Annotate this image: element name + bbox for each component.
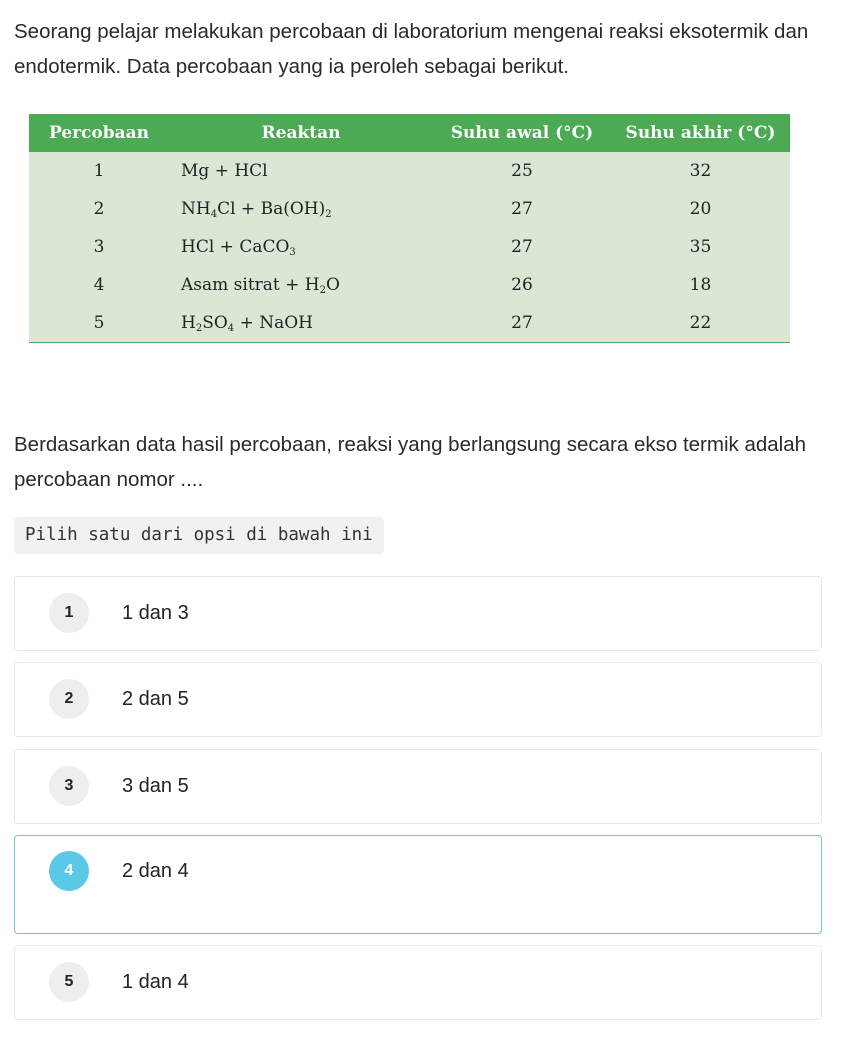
cell-reaktan: $NH_4Cl + Ba(OH)_2$ bbox=[169, 190, 433, 228]
instruction-hint: Pilih satu dari opsi di bawah ini bbox=[14, 517, 384, 554]
option-5[interactable] bbox=[14, 945, 822, 1020]
option-label: 2 dan 5 bbox=[122, 688, 189, 710]
option-2[interactable] bbox=[14, 662, 822, 737]
cell-suhu-awal: 26 bbox=[433, 266, 611, 304]
header-suhu-akhir: Suhu akhir (°C) bbox=[611, 114, 790, 152]
cell-suhu-awal: 27 bbox=[433, 228, 611, 266]
option-label: 3 dan 5 bbox=[122, 775, 189, 797]
header-percobaan: Percobaan bbox=[29, 114, 169, 152]
cell-suhu-akhir: 22 bbox=[611, 304, 790, 343]
option-number-badge: 2 bbox=[49, 679, 89, 719]
prompt-text: Berdasarkan data hasil percobaan, reaksi yang berlangsung secara ekso termik adalah percobaan nomor .... bbox=[14, 433, 807, 491]
cell-suhu-akhir: 35 bbox=[611, 228, 790, 266]
cell-suhu-awal: 25 bbox=[433, 152, 611, 190]
cell-suhu-awal: 27 bbox=[433, 304, 611, 343]
question-text: Seorang pelajar melakukan percobaan di laboratorium mengenai reaksi eksotermik dan endotermik. Data percobaan yang ia peroleh sebagai berikut. bbox=[14, 20, 809, 78]
option-number-badge: 5 bbox=[49, 962, 89, 1002]
cell-reaktan: HCl + CaCO$_3$ bbox=[169, 228, 433, 266]
experiment-table-container bbox=[29, 114, 790, 343]
cell-reaktan: Mg + HCl bbox=[169, 152, 433, 190]
option-4-selected[interactable] bbox=[14, 835, 822, 934]
header-suhu-awal: Suhu awal (°C) bbox=[433, 114, 611, 152]
cell-reaktan: Asam sitrat + $H_2O$ bbox=[169, 266, 433, 304]
table-row bbox=[29, 266, 790, 304]
option-1[interactable] bbox=[14, 576, 822, 651]
option-label: 1 dan 4 bbox=[122, 971, 189, 993]
option-number-badge: 1 bbox=[49, 593, 89, 633]
table-header-row bbox=[29, 114, 790, 152]
table-row bbox=[29, 228, 790, 266]
cell-suhu-akhir: 20 bbox=[611, 190, 790, 228]
cell-percobaan: 2 bbox=[29, 190, 169, 228]
cell-suhu-akhir: 32 bbox=[611, 152, 790, 190]
option-label: 1 dan 3 bbox=[122, 602, 189, 624]
cell-percobaan: 5 bbox=[29, 304, 169, 343]
option-number-badge: 4 bbox=[49, 851, 89, 891]
cell-reaktan: $H_2SO_4$ + NaOH bbox=[169, 304, 433, 343]
cell-percobaan: 3 bbox=[29, 228, 169, 266]
table-row bbox=[29, 190, 790, 228]
header-reaktan: Reaktan bbox=[169, 114, 433, 152]
cell-suhu-akhir: 18 bbox=[611, 266, 790, 304]
cell-percobaan: 1 bbox=[29, 152, 169, 190]
cell-suhu-awal: 27 bbox=[433, 190, 611, 228]
option-3[interactable] bbox=[14, 749, 822, 824]
experiment-table bbox=[29, 114, 790, 343]
table-row bbox=[29, 152, 790, 190]
option-number-badge: 3 bbox=[49, 766, 89, 806]
table-row bbox=[29, 304, 790, 343]
option-label: 2 dan 4 bbox=[122, 860, 189, 882]
cell-percobaan: 4 bbox=[29, 266, 169, 304]
